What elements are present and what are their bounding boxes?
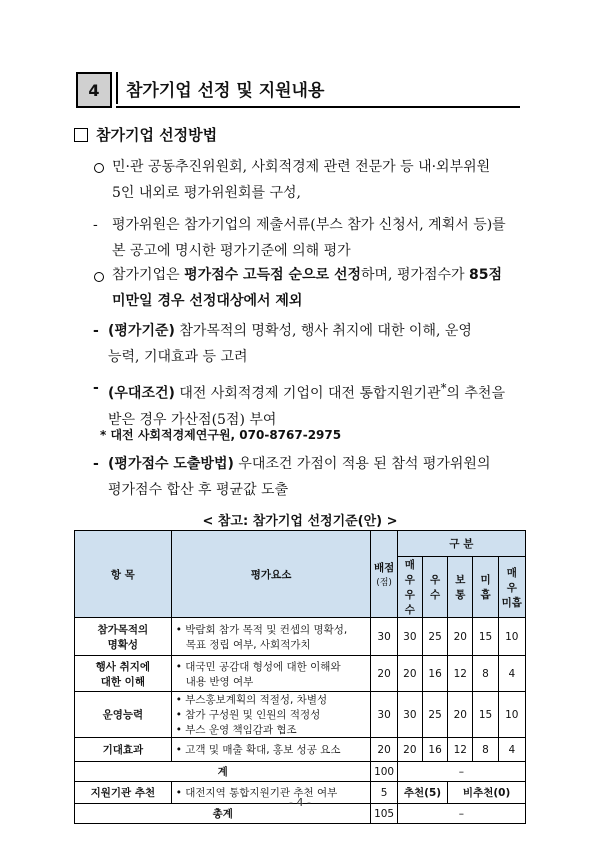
text-line: 평가점수 합산 후 평균값 도출 (108, 482, 289, 498)
row-score: 30 (371, 618, 397, 656)
row-score: 30 (371, 692, 397, 738)
dash-bullet: - (93, 456, 99, 472)
total-grades: – (397, 804, 525, 824)
total-score: 105 (371, 804, 397, 824)
text-line: 평가위원은 참가기업의 제출서류(부스 참가 신청서, 계획서 등)를 (112, 217, 506, 233)
row-element: • 고객 및 매출 확대, 홍보 성공 요소 (171, 738, 371, 762)
text-line: 미만일 경우 선정대상에서 제외 (112, 293, 303, 309)
page-number: - 4 - (289, 796, 311, 809)
row-grade: 20 (448, 618, 473, 656)
subtotal-row (75, 762, 526, 782)
header-grade-1: 매 우 우수 (397, 557, 422, 618)
text-line: 참가기업은 평가점수 고득점 순으로 선정하며, 평가점수가 85점 (112, 267, 503, 283)
row-grade: 4 (498, 738, 525, 762)
row-element: • 박람회 참가 목적 및 컨셉의 명확성, 목표 정립 여부, 사회적가치 (171, 618, 371, 656)
bullet-committee (112, 154, 490, 206)
section-number: 4 (76, 72, 112, 108)
section-title: 참가기업 선정 및 지원내용 (116, 72, 520, 104)
row-grade: 12 (448, 738, 473, 762)
circle-bullet-icon (94, 163, 104, 173)
row-element: • 대국민 공감대 형성에 대한 이해와 내용 반영 여부 (171, 656, 371, 692)
row-score: 20 (371, 656, 397, 692)
section-underline (116, 106, 520, 108)
bullet-selection (112, 262, 502, 314)
subsection-title: 참가기업 선정방법 (96, 126, 218, 144)
dash-bullet: - (93, 380, 99, 396)
header-element: 평가요소 (171, 531, 371, 618)
text-line: 민·관 공동추진위원회, 사회적경제 관련 전문가 등 내·외부위원 (112, 159, 491, 175)
row-grade: 15 (473, 618, 498, 656)
row-grade: 16 (422, 738, 447, 762)
header-grade-3: 보통 (448, 557, 473, 618)
subtotal-score: 100 (371, 762, 397, 782)
row-grade: 20 (448, 692, 473, 738)
row-grade: 10 (498, 618, 525, 656)
row-item: 기대효과 (75, 738, 172, 762)
text-line: (평가기준) 참가목적의 명확성, 행사 취지에 대한 이해, 운영 (108, 323, 472, 339)
circle-bullet-icon (94, 272, 104, 282)
total-label: 총계 (75, 804, 371, 824)
row-grade: 25 (422, 692, 447, 738)
dash-bullet: - (93, 323, 99, 339)
bonus-element: • 대전지역 통합지원기관 추천 여부 (171, 782, 371, 804)
table-row (75, 618, 526, 656)
header-grade-2: 우수 (422, 557, 447, 618)
row-grade: 20 (397, 738, 422, 762)
subsection-heading (74, 124, 217, 145)
text-line: 본 공고에 명시한 평가기준에 의해 평가 (112, 243, 351, 259)
header-grade-4: 미흡 (473, 557, 498, 618)
row-grade: 20 (397, 656, 422, 692)
subtotal-label: 계 (75, 762, 371, 782)
bullet-criteria (108, 318, 472, 370)
row-grade: 4 (498, 656, 525, 692)
row-item: 행사 취지에 대한 이해 (75, 656, 172, 692)
square-bullet-icon (74, 128, 88, 142)
row-item: 운영능력 (75, 692, 172, 738)
table-row (75, 656, 526, 692)
text-line: (우대조건) 대전 사회적경제 기업이 대전 통합지원기관*의 추천을 (108, 381, 505, 402)
row-item: 참가목적의 명확성 (75, 618, 172, 656)
table-caption: < 참고: 참가기업 선정기준(안) > (202, 514, 398, 529)
row-grade: 15 (473, 692, 498, 738)
dash-bullet: - (93, 217, 98, 233)
header-grade-5: 매 우 미흡 (498, 557, 525, 618)
row-grade: 8 (473, 656, 498, 692)
row-grade: 16 (422, 656, 447, 692)
contact-note: * 대전 사회적경제연구원, 070-8767-2975 (100, 428, 342, 442)
text-line: 5인 내외로 평가위원회를 구성, (112, 185, 301, 201)
row-grade: 30 (397, 692, 422, 738)
row-grade: 25 (422, 618, 447, 656)
bonus-score: 5 (371, 782, 397, 804)
text-line: (평가점수 도출방법) 우대조건 가점이 적용 된 참석 평가위원의 (108, 456, 491, 472)
row-grade: 8 (473, 738, 498, 762)
table-header-row (75, 531, 526, 557)
text-line: 받은 경우 가산점(5점) 부여 (108, 411, 277, 428)
text-line: 능력, 기대효과 등 고려 (108, 349, 248, 365)
row-grade: 12 (448, 656, 473, 692)
table-row (75, 692, 526, 738)
row-grade: 10 (498, 692, 525, 738)
bonus-not-recommended: 비추천(0) (448, 782, 526, 804)
header-grade: 구 분 (397, 531, 525, 557)
row-score: 20 (371, 738, 397, 762)
header-score: 배점 (점) (371, 531, 397, 618)
criteria-table (74, 530, 526, 824)
bonus-item: 지원기관 추천 (75, 782, 172, 804)
row-grade: 30 (397, 618, 422, 656)
bullet-evaluators (112, 212, 506, 264)
bullet-scoring-method (108, 451, 490, 503)
section-header (76, 72, 520, 108)
header-item: 항 목 (75, 531, 172, 618)
subtotal-grades: – (397, 762, 525, 782)
row-element: • 부스홍보계획의 적절성, 차별성 • 참가 구성원 및 인원의 적정성 • 부스 운영 책임감과 협조 (171, 692, 371, 738)
table-row (75, 738, 526, 762)
bonus-recommended: 추천(5) (397, 782, 447, 804)
